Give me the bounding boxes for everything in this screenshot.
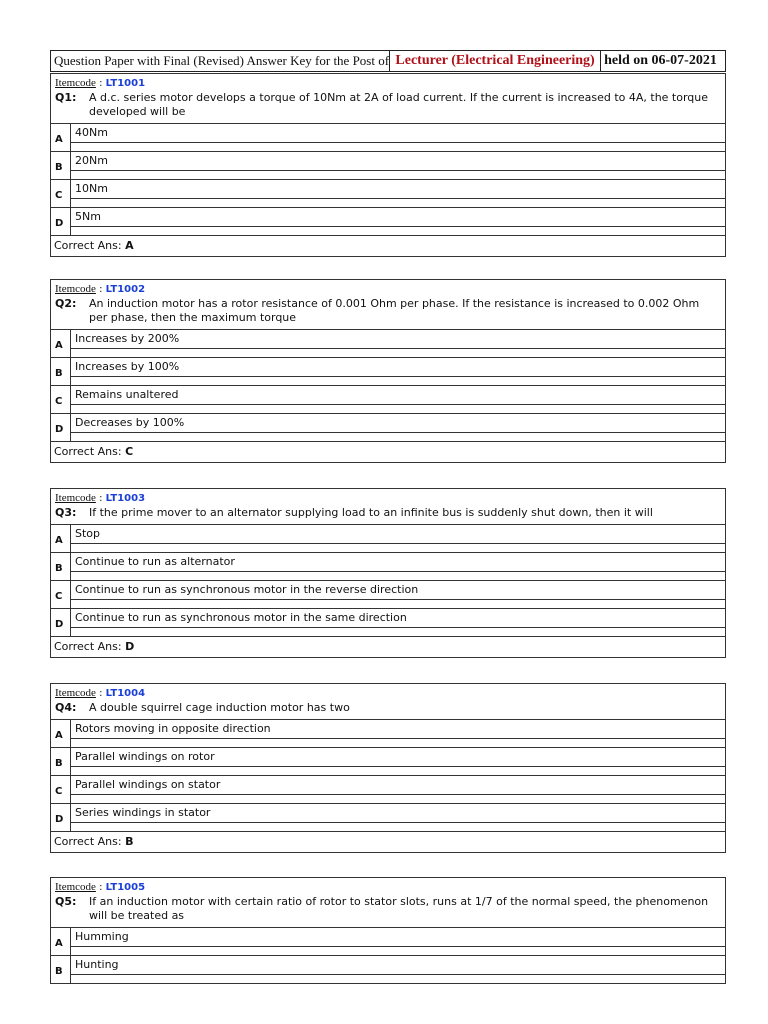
question-text: If an induction motor with certain ratio of rotor to stator slots, runs at 1/7 of the normal speed, the phenomenon will be treated as	[89, 895, 709, 922]
option-row	[51, 208, 725, 236]
option-text: Continue to run as alternator	[75, 555, 235, 568]
option-divider	[71, 822, 725, 823]
correct-answer-value: C	[125, 445, 134, 458]
itemcode-label: Itemcode	[55, 283, 96, 295]
option-divider	[71, 627, 725, 628]
option-letter: A	[51, 330, 71, 357]
option-row	[51, 525, 725, 553]
option-letter: B	[51, 553, 71, 580]
question-block	[50, 683, 726, 853]
option-divider	[71, 766, 725, 767]
question-text: A d.c. series motor develops a torque of 10Nm at 2A of load current. If the current is increased to 4A, the torque developed will be	[89, 91, 709, 118]
option-text: 20Nm	[75, 154, 108, 167]
option-divider	[71, 738, 725, 739]
option-letter: A	[51, 720, 71, 747]
correct-answer	[51, 442, 725, 462]
option-letter: A	[51, 525, 71, 552]
option-text: Increases by 200%	[75, 332, 180, 345]
question-header	[51, 489, 725, 525]
option-text: Continue to run as synchronous motor in the same direction	[75, 611, 407, 624]
option-row	[51, 414, 725, 442]
option-row	[51, 748, 725, 776]
option-letter: B	[51, 956, 71, 983]
correct-answer-label: Correct Ans:	[54, 239, 122, 252]
page-header	[50, 50, 726, 72]
option-divider	[71, 543, 725, 544]
correct-answer-label: Correct Ans:	[54, 445, 122, 458]
option-letter: D	[51, 414, 71, 441]
option-text: Hunting	[75, 958, 119, 971]
option-divider	[71, 599, 725, 600]
option-text: Humming	[75, 930, 129, 943]
itemcode-value: LT1002	[105, 284, 146, 295]
option-text: Rotors moving in opposite direction	[75, 722, 271, 735]
option-row	[51, 180, 725, 208]
question-text: An induction motor has a rotor resistance of 0.001 Ohm per phase. If the resistance is increased to 0.002 Ohm per phase, then the maximum torque	[89, 297, 700, 324]
option-letter: D	[51, 208, 71, 235]
correct-answer-label: Correct Ans:	[54, 835, 122, 848]
itemcode: Itemcode : LT1002	[55, 283, 146, 295]
option-letter: C	[51, 581, 71, 608]
option-divider	[71, 794, 725, 795]
question-number: Q2:	[55, 297, 77, 310]
option-divider	[71, 571, 725, 572]
correct-answer-value: A	[125, 239, 134, 252]
itemcode-label: Itemcode	[55, 492, 96, 504]
option-row	[51, 358, 725, 386]
question-text: A double squirrel cage induction motor has two	[89, 701, 350, 714]
option-divider	[71, 142, 725, 143]
option-letter: B	[51, 748, 71, 775]
option-divider	[71, 432, 725, 433]
question-header	[51, 878, 725, 928]
option-letter: C	[51, 386, 71, 413]
option-divider	[71, 376, 725, 377]
correct-answer	[51, 832, 725, 852]
itemcode-label: Itemcode	[55, 881, 96, 893]
option-divider	[71, 404, 725, 405]
itemcode: Itemcode : LT1003	[55, 492, 146, 504]
option-row	[51, 581, 725, 609]
option-text: Remains unaltered	[75, 388, 179, 401]
question-block	[50, 877, 726, 984]
question-text: If the prime mover to an alternator supplying load to an infinite bus is suddenly shut down, then it will	[89, 506, 653, 519]
header-title: Question Paper with Final (Revised) Answer Key for the Post of	[51, 51, 390, 71]
option-row	[51, 776, 725, 804]
question-block	[50, 488, 726, 658]
correct-answer-value: D	[125, 640, 135, 653]
option-row	[51, 152, 725, 180]
option-letter: D	[51, 804, 71, 831]
question-number: Q4:	[55, 701, 77, 714]
itemcode: Itemcode : LT1004	[55, 687, 146, 699]
option-text: Parallel windings on stator	[75, 778, 221, 791]
option-row	[51, 720, 725, 748]
option-divider	[71, 946, 725, 947]
option-text: Series windings in stator	[75, 806, 211, 819]
option-text: 40Nm	[75, 126, 108, 139]
correct-answer	[51, 236, 725, 256]
option-letter: C	[51, 180, 71, 207]
correct-answer-label: Correct Ans:	[54, 640, 122, 653]
itemcode: Itemcode : LT1001	[55, 77, 146, 89]
option-text: Decreases by 100%	[75, 416, 185, 429]
question-header	[51, 280, 725, 330]
itemcode-value: LT1005	[105, 882, 146, 893]
option-letter: B	[51, 358, 71, 385]
itemcode-value: LT1003	[105, 493, 146, 504]
itemcode-value: LT1001	[105, 78, 146, 89]
option-row	[51, 124, 725, 152]
option-divider	[71, 198, 725, 199]
question-block	[50, 279, 726, 463]
correct-answer-value: B	[125, 835, 134, 848]
option-row	[51, 386, 725, 414]
option-row	[51, 553, 725, 581]
option-row	[51, 928, 725, 956]
itemcode-label: Itemcode	[55, 77, 96, 89]
itemcode-label: Itemcode	[55, 687, 96, 699]
option-row	[51, 609, 725, 637]
option-letter: C	[51, 776, 71, 803]
option-divider	[71, 226, 725, 227]
option-letter: A	[51, 928, 71, 955]
header-date: held on 06-07-2021	[604, 53, 717, 68]
option-divider	[71, 974, 725, 975]
header-post: Lecturer (Electrical Engineering)	[390, 51, 601, 71]
question-header	[51, 684, 725, 720]
option-divider	[71, 348, 725, 349]
question-number: Q5:	[55, 895, 77, 908]
itemcode-value: LT1004	[105, 688, 146, 699]
option-row	[51, 330, 725, 358]
option-text: Stop	[75, 527, 101, 540]
option-text: Continue to run as synchronous motor in the reverse direction	[75, 583, 419, 596]
question-number: Q1:	[55, 91, 77, 104]
option-text: 5Nm	[75, 210, 101, 223]
option-letter: B	[51, 152, 71, 179]
option-row	[51, 804, 725, 832]
option-letter: D	[51, 609, 71, 636]
option-letter: A	[51, 124, 71, 151]
question-number: Q3:	[55, 506, 77, 519]
option-text: Increases by 100%	[75, 360, 180, 373]
option-text: 10Nm	[75, 182, 108, 195]
question-header	[51, 74, 725, 124]
option-row	[51, 956, 725, 984]
question-block	[50, 73, 726, 257]
itemcode: Itemcode : LT1005	[55, 881, 146, 893]
correct-answer	[51, 637, 725, 657]
option-divider	[71, 170, 725, 171]
option-text: Parallel windings on rotor	[75, 750, 215, 763]
